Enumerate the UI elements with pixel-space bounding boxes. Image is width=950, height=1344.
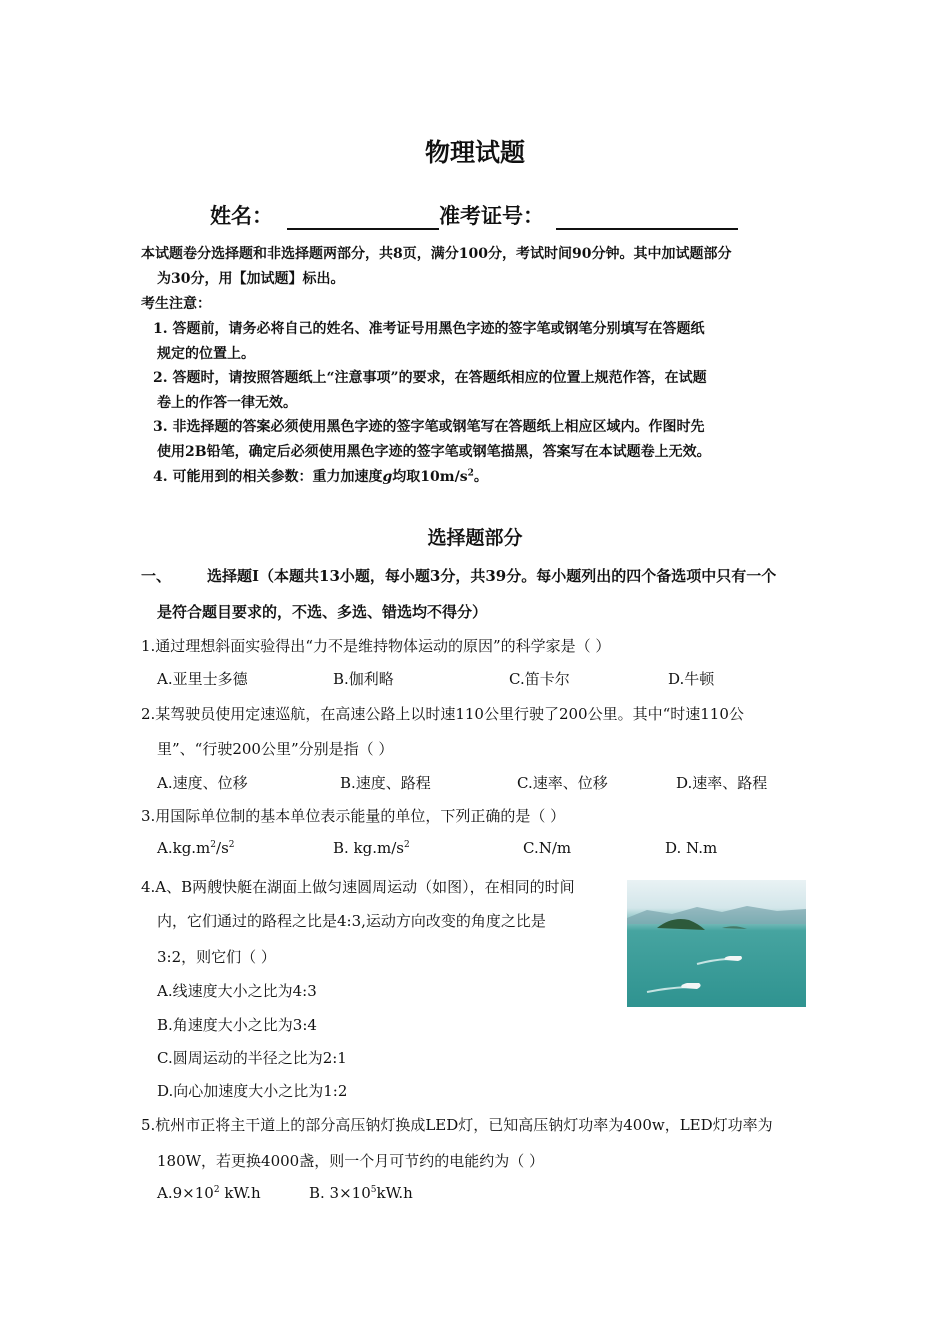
name-label: 姓名： [210, 203, 273, 228]
speedboat-a [725, 956, 742, 961]
note-3-line-2: 使用2B铅笔，确定后必须使用黑色字迹的签字笔或钢笔描黑，答案写在本试题卷上无效。 [157, 444, 711, 460]
q2-option-a: A.速度、位移 [157, 774, 248, 792]
page-title: 物理试题 [424, 138, 525, 167]
q2-option-c: C.速率、位移 [517, 774, 608, 792]
q2-option-d: D.速率、路程 [676, 774, 768, 792]
q1-option-c: C.笛卡尔 [509, 670, 570, 688]
note-2-line-2: 卷上的作答一律无效。 [157, 395, 297, 411]
q5-a-base: A.9×10 [157, 1184, 214, 1202]
notes-heading: 考生注意： [141, 296, 211, 312]
q3-option-a [157, 839, 235, 857]
note-1-line-1: 1. 答题前，请务必将自己的姓名、准考证号用黑色字迹的签字笔或钢笔分别填写在答题纸 [153, 321, 705, 337]
exam-id-label: 准考证号： [439, 203, 544, 228]
question-2-stem-line-1: 2.某驾驶员使用定速巡航，在高速公路上以时速110公里行驶了200公里。其中“时速110公 [141, 705, 744, 723]
wake-b [647, 987, 687, 992]
name-field[interactable] [287, 206, 439, 230]
q4-option-b: B.角速度大小之比为3:4 [157, 1016, 317, 1034]
note-4-value: 均取10m/s [392, 469, 468, 485]
q3-option-c: C.N/m [523, 839, 572, 857]
note-4-g-symbol: g [382, 469, 393, 485]
part-instructions-line-2: 是符合题目要求的，不选、多选、错选均不得分） [157, 603, 488, 621]
section-title: 选择题部分 [427, 527, 523, 549]
question-4-stem-line-3: 3:2，则它们（ ） [157, 948, 276, 966]
q4-option-d: D.向心加速度大小之比为1:2 [157, 1082, 348, 1100]
intro-line-2: 为30分，用【加试题】标出。 [157, 271, 345, 287]
note-4-exponent: 2 [467, 468, 474, 479]
question-1-stem: 1.通过理想斜面实验得出“力不是维持物体运动的原因”的科学家是（ ） [141, 637, 611, 655]
q5-a-unit: kW.h [219, 1184, 261, 1202]
distant-hills [627, 906, 806, 924]
q3-option-d: D. N.m [665, 839, 718, 857]
q5-option-a [157, 1184, 261, 1202]
small-island [722, 926, 747, 929]
note-1-line-2: 规定的位置上。 [157, 346, 255, 362]
lake-scene-graphic [627, 880, 806, 1007]
question-4-stem-line-2: 内，它们通过的路程之比是4:3,运动方向改变的角度之比是 [157, 912, 546, 930]
question-2-stem-line-2: 里”、“行驶200公里”分别是指（ ） [157, 740, 394, 758]
q3-a-text: A.kg.m [157, 839, 211, 857]
q1-option-a: A.亚里士多德 [157, 670, 248, 688]
question-5-stem-line-2: 180W，若更换4000盏，则一个月可节约的电能约为（ ） [157, 1152, 544, 1170]
lake-speedboats-image [627, 880, 806, 1007]
note-4-end: 。 [473, 469, 488, 485]
note-4 [153, 466, 488, 486]
q1-option-b: B.伽利略 [333, 670, 394, 688]
q3-a-exp-1: 2 [210, 840, 217, 850]
wake-a [697, 959, 727, 964]
q4-option-a: A.线速度大小之比为4:3 [157, 982, 317, 1000]
note-2-line-1: 2. 答题时，请按照答题纸上“注意事项”的要求，在答题纸相应的位置上规范作答，在试题 [153, 370, 707, 386]
part-number: 一、 [141, 567, 172, 585]
q5-b-exp: 5 [370, 1185, 377, 1195]
q4-option-c: C.圆周运动的半径之比为2:1 [157, 1049, 347, 1067]
q3-a-exp-2: 2 [228, 840, 235, 850]
question-5-stem-line-1: 5.杭州市正将主干道上的部分高压钠灯换成LED灯，已知高压钠灯功率为400w，LED灯功率为 [141, 1116, 773, 1134]
q3-option-b [333, 839, 410, 857]
q2-option-b: B.速度、路程 [340, 774, 431, 792]
q1-option-d: D.牛顿 [668, 670, 715, 688]
q5-b-unit: kW.h [376, 1184, 413, 1202]
q3-a-mid: /s [216, 839, 229, 857]
candidate-info-row [210, 200, 738, 230]
question-4-stem-line-1: 4.A、B两艘快艇在湖面上做匀速圆周运动（如图），在相同的时间 [141, 878, 575, 896]
note-3-line-1: 3. 非选择题的答案必须使用黑色字迹的签字笔或钢笔写在答题纸上相应区域内。作图时先 [153, 419, 705, 435]
q3-b-exp: 2 [404, 840, 410, 850]
exam-id-field[interactable] [556, 206, 738, 230]
q3-b-text: B. kg.m/s [333, 839, 404, 857]
intro-line-1: 本试题卷分选择题和非选择题两部分，共8页，满分100分，考试时间90分钟。其中加试题部分 [141, 246, 732, 262]
q5-option-b [309, 1184, 413, 1202]
part-instructions-line-1: 选择题I（本题共13小题，每小题3分，共39分。每小题列出的四个备选项中只有一个 [207, 567, 777, 585]
note-4-prefix: 4. 可能用到的相关参数：重力加速度 [153, 469, 383, 485]
question-3-stem: 3.用国际单位制的基本单位表示能量的单位，下列正确的是（ ） [141, 807, 566, 825]
q5-a-exp: 2 [213, 1185, 220, 1195]
q5-b-base: B. 3×10 [309, 1184, 371, 1202]
